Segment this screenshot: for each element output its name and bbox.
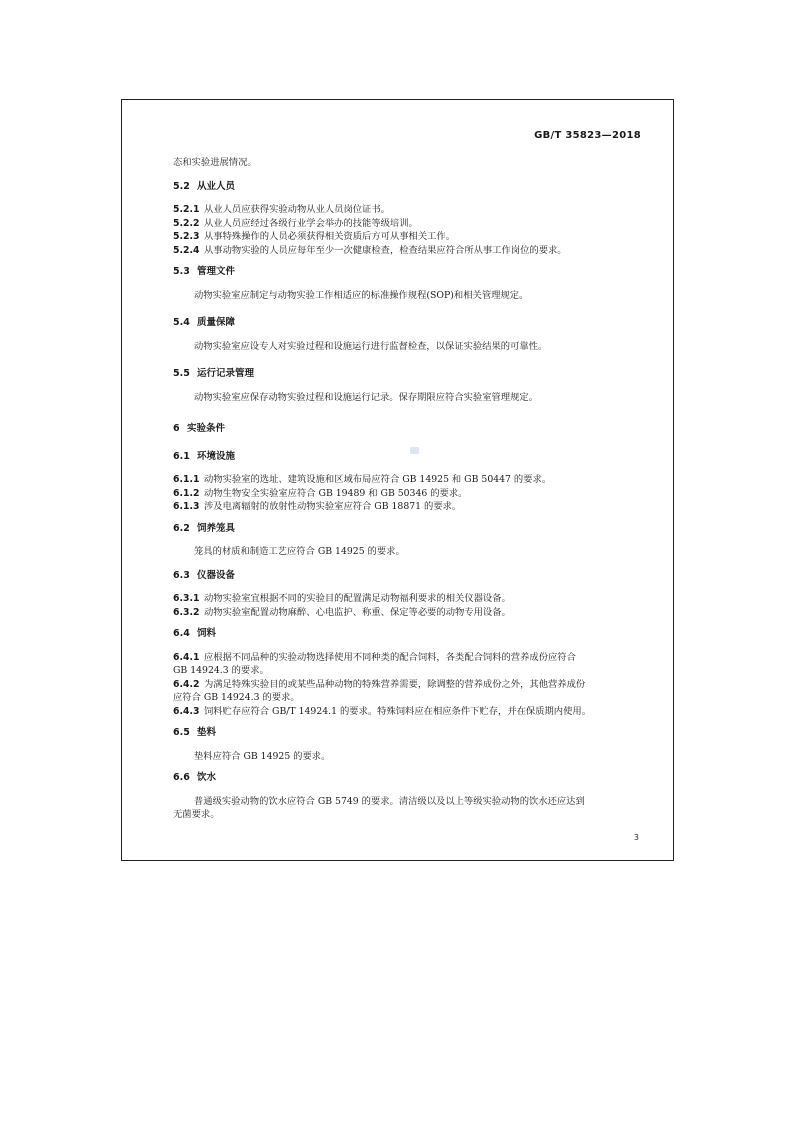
clause-6-4-1 bbox=[173, 651, 635, 665]
clause-6-1-3 bbox=[173, 500, 635, 514]
paragraph-6-6-cont: 无菌要求。 bbox=[173, 809, 220, 820]
heading-title: 管理文件 bbox=[197, 266, 236, 277]
heading-5-5 bbox=[173, 367, 635, 381]
clause-number: 5.2.2 bbox=[173, 217, 200, 229]
paragraph-6-6: 普通级实验动物的饮水应符合 GB 5749 的要求。清洁级以及以上等级实验动物的饮水还应达到 bbox=[194, 795, 585, 807]
heading-6-3 bbox=[173, 569, 635, 583]
page-number: 3 bbox=[633, 833, 639, 842]
clause-text: 涉及电离辐射的放射性动物实验室应符合 GB 18871 的要求。 bbox=[204, 501, 462, 512]
heading-title: 仪器设备 bbox=[197, 569, 236, 581]
heading-number: 6 bbox=[173, 423, 180, 434]
clause-6-4-2-cont: 应符合 GB 14924.3 的要求。 bbox=[173, 692, 300, 703]
heading-title: 饮水 bbox=[197, 772, 217, 783]
clause-6-3-1 bbox=[173, 592, 635, 606]
clause-5-2-2 bbox=[173, 217, 635, 231]
page-frame bbox=[121, 99, 674, 861]
heading-6-4 bbox=[173, 627, 635, 641]
clause-number: 6.3.2 bbox=[173, 606, 200, 618]
heading-number: 5.4 bbox=[173, 317, 190, 328]
clause-number: 6.4.2 bbox=[173, 678, 200, 690]
heading-number: 6.2 bbox=[173, 522, 190, 534]
clause-number: 5.2.1 bbox=[173, 204, 200, 215]
paragraph-5-3: 动物实验室应制定与动物实验工作相适应的标准操作规程(SOP)和相关管理规定。 bbox=[194, 289, 529, 301]
heading-number: 6.6 bbox=[173, 772, 190, 783]
document-number: GB/T 35823—2018 bbox=[534, 130, 641, 141]
watermark-mark bbox=[410, 447, 419, 454]
heading-6-6 bbox=[173, 771, 635, 785]
clause-text: 从事动物实验的人员应每年至少一次健康检查，检查结果应符合所从事工作岗位的要求。 bbox=[204, 244, 567, 256]
heading-title: 质量保障 bbox=[197, 317, 236, 328]
clause-number: 6.1.2 bbox=[173, 487, 200, 499]
clause-text: 应根据不同品种的实验动物选择使用不同种类的配合饲料，各类配合饲料的营养成份应符合 bbox=[204, 651, 576, 663]
clause-6-3-2 bbox=[173, 606, 635, 620]
heading-title: 饲养笼具 bbox=[197, 522, 236, 534]
heading-5-3 bbox=[173, 265, 635, 279]
heading-6-1 bbox=[173, 450, 635, 464]
heading-number: 6.1 bbox=[173, 450, 190, 462]
heading-number: 5.3 bbox=[173, 266, 190, 277]
heading-6-5 bbox=[173, 726, 635, 740]
clause-6-1-2 bbox=[173, 487, 635, 501]
clause-text: 从事特殊操作的人员必须获得相关资质后方可从事相关工作。 bbox=[204, 231, 456, 242]
clause-number: 6.1.1 bbox=[173, 474, 200, 485]
clause-text: 动物生物安全实验室应符合 GB 19489 和 GB 50346 的要求。 bbox=[204, 487, 468, 499]
paragraph-5-4: 动物实验室应设专人对实验过程和设施运行进行监督检查，以保证实验结果的可靠性。 bbox=[194, 340, 548, 352]
heading-title: 环境设施 bbox=[197, 450, 236, 462]
heading-number: 5.5 bbox=[173, 368, 190, 379]
page-content bbox=[173, 156, 635, 822]
clause-6-4-2 bbox=[173, 678, 635, 692]
paragraph-6-2: 笼具的材质和制造工艺应符合 GB 14925 的要求。 bbox=[194, 546, 405, 557]
heading-title: 从业人员 bbox=[197, 180, 236, 192]
clause-text: 为满足特殊实验目的或某些品种动物的特殊营养需要，除调整的营养成份之外，其他营养成份 bbox=[204, 678, 586, 690]
clause-text: 饲料贮存应符合 GB/T 14924.1 的要求。特殊饲料应在相应条件下贮存，并在保质期内使用。 bbox=[204, 705, 591, 717]
clause-6-4-3 bbox=[173, 705, 635, 719]
clause-number: 6.4.3 bbox=[173, 705, 200, 717]
clause-6-4-1-cont: GB 14924.3 的要求。 bbox=[173, 665, 269, 676]
heading-6 bbox=[173, 422, 635, 436]
heading-number: 5.2 bbox=[173, 180, 190, 192]
clause-6-1-1 bbox=[173, 473, 635, 487]
clause-number: 5.2.3 bbox=[173, 231, 200, 242]
clause-5-2-4 bbox=[173, 244, 635, 258]
heading-5-2 bbox=[173, 180, 635, 194]
heading-title: 垫料 bbox=[197, 727, 217, 738]
clause-number: 6.1.3 bbox=[173, 501, 200, 512]
heading-title: 实验条件 bbox=[187, 423, 226, 434]
paragraph-6-5: 垫料应符合 GB 14925 的要求。 bbox=[194, 750, 331, 762]
clause-text: 动物实验室宜根据不同的实验目的配置满足动物福利要求的相关仪器设备。 bbox=[204, 593, 511, 604]
clause-text: 动物实验室的选址、建筑设施和区域布局应符合 GB 14925 和 GB 50447 的要求。 bbox=[204, 474, 552, 485]
clause-number: 5.2.4 bbox=[173, 244, 200, 256]
heading-number: 6.4 bbox=[173, 628, 190, 639]
clause-number: 6.3.1 bbox=[173, 593, 200, 604]
clause-number: 6.4.1 bbox=[173, 651, 200, 663]
continued-text: 态和实验进展情况。 bbox=[173, 157, 257, 168]
clause-5-2-1 bbox=[173, 203, 635, 217]
clause-5-2-3 bbox=[173, 230, 635, 244]
heading-title: 饲料 bbox=[197, 628, 217, 639]
heading-title: 运行记录管理 bbox=[197, 368, 255, 379]
heading-number: 6.5 bbox=[173, 727, 190, 738]
paragraph-5-5: 动物实验室应保存动物实验过程和设施运行记录。保存期限应符合实验室管理规定。 bbox=[194, 391, 538, 403]
heading-6-2 bbox=[173, 522, 635, 536]
clause-text: 从业人员应获得实验动物从业人员岗位证书。 bbox=[204, 204, 390, 215]
heading-5-4 bbox=[173, 316, 635, 330]
clause-text: 动物实验室配置动物麻醉、心电监护、称重、保定等必要的动物专用设备。 bbox=[204, 606, 511, 618]
heading-number: 6.3 bbox=[173, 569, 190, 581]
clause-text: 从业人员应经过各级行业学会举办的技能等级培训。 bbox=[204, 217, 418, 229]
